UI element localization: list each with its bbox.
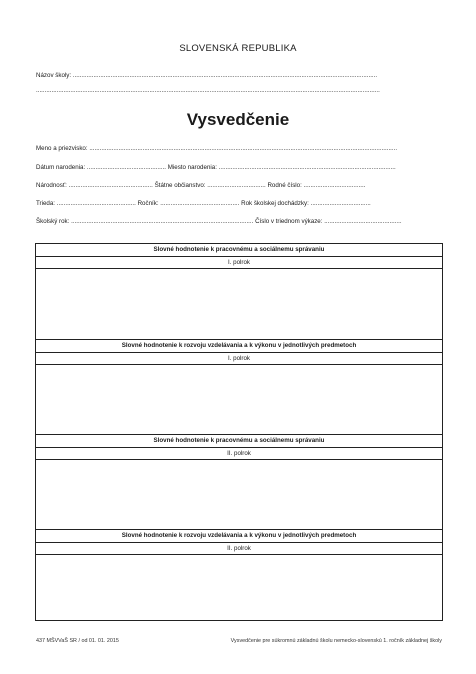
section-text-area-4[interactable] — [36, 555, 442, 620]
section-term-1: I. polrok — [36, 257, 442, 269]
section-text-area-2[interactable] — [36, 365, 442, 435]
section-text-area-3[interactable] — [36, 460, 442, 530]
school-name-label: Názov školy: — [36, 72, 72, 79]
birth-number-field[interactable]: .................................... — [303, 182, 366, 189]
school-year-label: Školský rok: — [36, 218, 70, 225]
class-field[interactable]: .............................................. — [56, 200, 136, 207]
birth-place-field[interactable]: ....................................................................................................... — [218, 164, 396, 171]
grade-label: Ročník: — [137, 200, 159, 207]
school-name-row — [36, 72, 377, 79]
section-text-area-1[interactable] — [36, 269, 442, 340]
name-field[interactable]: ................................................................................................................................................................................... — [89, 145, 398, 152]
section-heading-4: Slovné hodnotenie k rozvoju vzdelávania a k výkonu v jednotlivých predmetoch — [36, 530, 442, 543]
grade-field[interactable]: .............................................. — [160, 200, 240, 207]
footer-form-code: 437 MŠVVaŠ SR / od 01. 01. 2015 — [36, 638, 119, 644]
document-title: Vysvedčenie — [186, 110, 290, 129]
school-year-field[interactable]: .......................................................................................................... — [71, 218, 254, 225]
register-number-label: Číslo v triednom výkaze: — [255, 218, 323, 225]
school-name-field[interactable]: ................................................................................................................................................................................. — [72, 72, 378, 79]
nationality-row — [36, 182, 365, 189]
footer-form-description: Vysvedčenie pre súkromnú základnú školu nemecko-slovenskú 1. ročník základnej školy — [230, 638, 442, 644]
section-heading-3: Slovné hodnotenie k pracovnému a sociálnemu správaniu — [36, 435, 442, 448]
birth-date-field[interactable]: .............................................. — [86, 164, 166, 171]
section-term-2: I. polrok — [36, 353, 442, 365]
nationality-field[interactable]: ................................................. — [68, 182, 153, 189]
section-term-3: II. polrok — [36, 448, 442, 460]
birth-number-label: Rodné číslo: — [267, 182, 302, 189]
register-number-field[interactable]: ............................................. — [324, 218, 402, 225]
citizenship-label: Štátne občianstvo: — [154, 182, 206, 189]
attendance-year-field[interactable]: ................................... — [310, 200, 371, 207]
attendance-year-label: Rok školskej dochádzky: — [241, 200, 309, 207]
citizenship-field[interactable]: .................................. — [207, 182, 266, 189]
birth-place-label: Miesto narodenia: — [167, 164, 217, 171]
name-label: Meno a priezvisko: — [36, 145, 88, 152]
evaluation-table — [35, 243, 443, 621]
country-heading: SLOVENSKÁ REPUBLIKA — [179, 43, 297, 54]
school-name-continuation-field[interactable]: ........................................................................................................................................................................................................ — [36, 87, 380, 94]
birth-row — [36, 164, 396, 171]
section-heading-2: Slovné hodnotenie k rozvoju vzdelávania a k výkonu v jednotlivých predmetoch — [36, 340, 442, 353]
section-heading-1: Slovné hodnotenie k pracovnému a sociálnemu správaniu — [36, 244, 442, 257]
class-row — [36, 200, 371, 207]
school-year-row — [36, 218, 402, 225]
nationality-label: Národnosť: — [36, 182, 67, 189]
birth-date-label: Dátum narodenia: — [36, 164, 86, 171]
name-row — [36, 145, 397, 152]
class-label: Trieda: — [36, 200, 56, 207]
section-term-4: II. polrok — [36, 543, 442, 555]
